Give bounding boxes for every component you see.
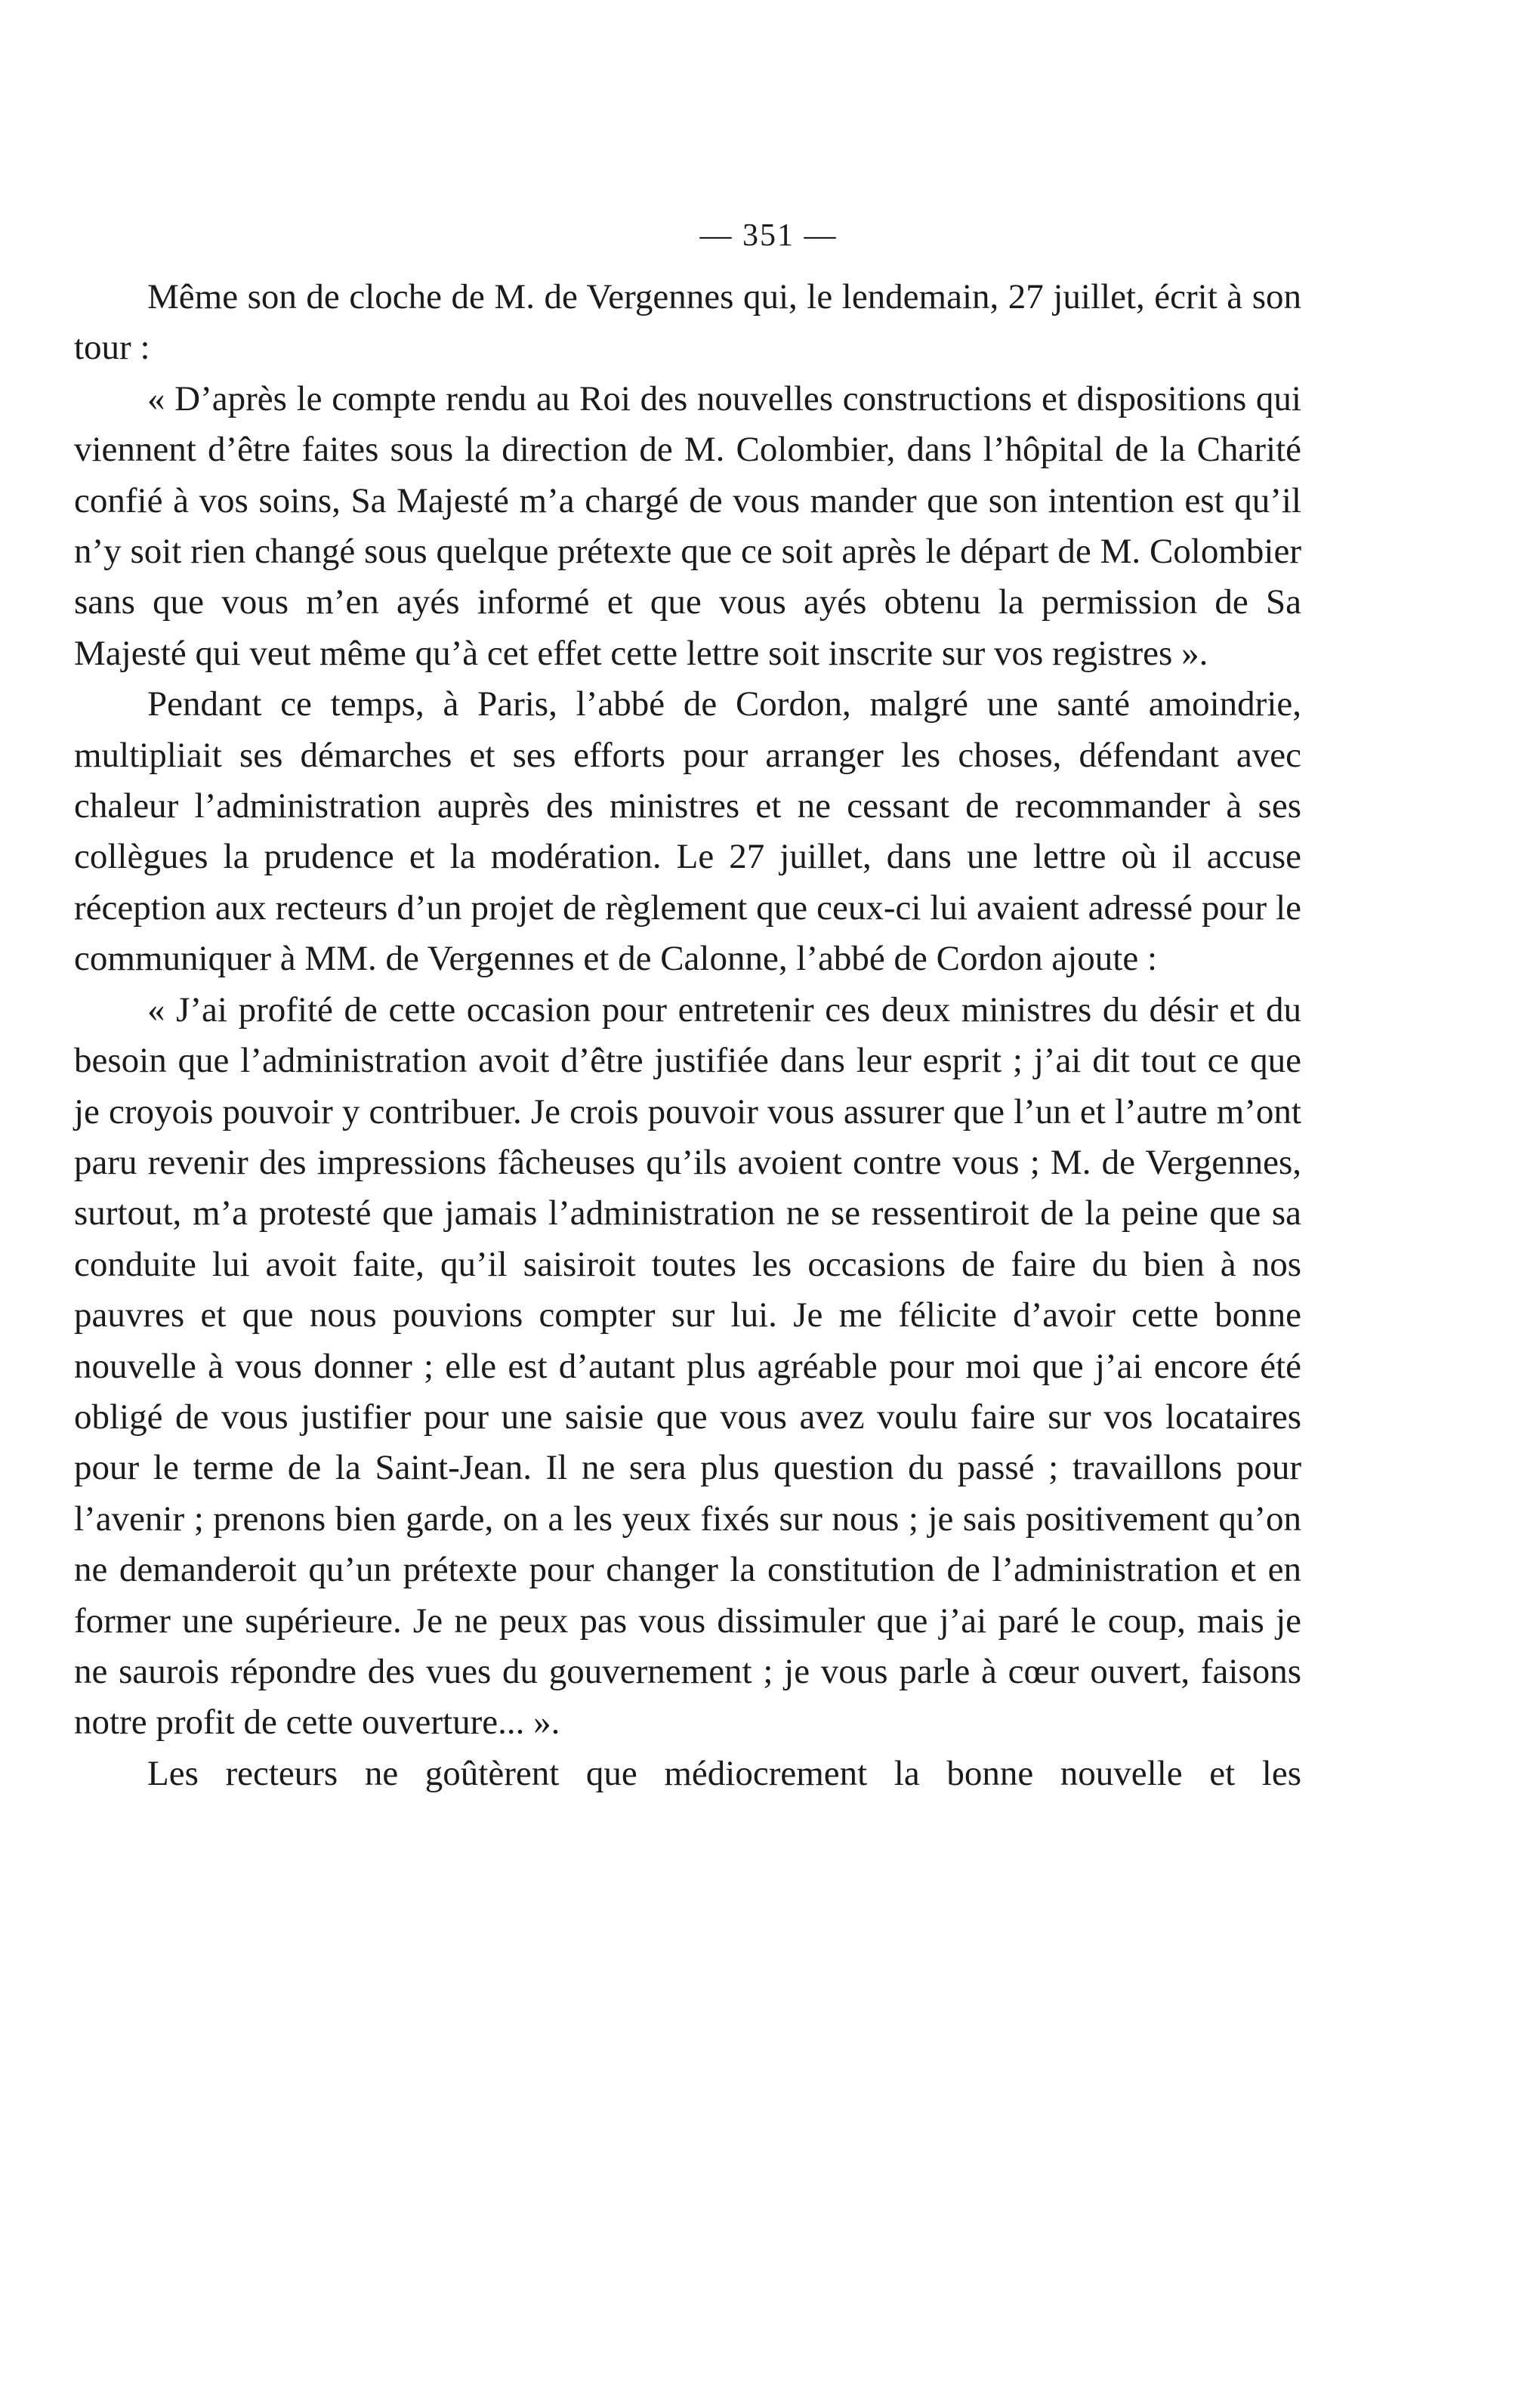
paragraph: « D’après le compte rendu au Roi des nouvelles constructions et dispositions qui viennent d’être faites sous la direction de M. Colombier, dans l’hôpital de la Charité confié à vos soins, Sa Majesté m’a chargé de vous mander que son intention est qu’il n’y soit rien changé sous quelque prétexte que ce soit après le départ de M. Colombier sans que vous m’en ayés informé et que vous ayés obtenu la permission de Sa Majesté qui veut même qu’à cet effet cette lettre soit inscrite sur vos registres ». <box>74 378 1301 673</box>
paragraph: Même son de cloche de M. de Vergennes qui, le lendemain, 27 juillet, écrit à son tour : <box>74 277 1301 368</box>
paragraph: Les recteurs ne goûtèrent que médiocrement la bonne nouvelle et les <box>147 1753 1301 1793</box>
paragraph: « J’ai profité de cette occasion pour entretenir ces deux ministres du désir et du besoin que l’administration avoit d’être justifiée dans leur esprit ; j’ai dit tout ce que je croyois pouvoir y contribuer. Je crois pouvoir vous assurer que l’un et l’autre m’ont paru revenir des impressions fâcheuses qu’ils avoient contre vous ; M. de Vergennes, surtout, m’a protesté que jamais l’administration ne se ressentiroit de la peine que sa conduite lui avoit faite, qu’il saisiroit toutes les occasions de faire du bien à nos pauvres et que nous pouvions compter sur lui. Je me félicite d’avoir cette bonne nouvelle à vous donner ; elle est d’autant plus agréable pour moi que j’ai encore été obligé de vous justifier pour une saisie que vous avez voulu faire sur vos locataires pour le terme de la Saint-Jean. Il ne sera plus question du passé ; travaillons pour l’avenir ; prenons bien garde, on a les yeux fixés sur nous ; je sais positivement qu’on ne demanderoit qu’un prétexte pour changer la constitution de l’administration et en former une supérieure. Je ne peux pas vous dissimuler que j’ai paré le coup, mais je ne saurois répondre des vues du gouvernement ; je vous parle à cœur ouvert, faisons notre profit de cette ouverture... ». <box>74 989 1301 1743</box>
body-text <box>74 272 1301 1799</box>
page-number: — 351 — <box>699 218 838 253</box>
paragraph: Pendant ce temps, à Paris, l’abbé de Cordon, malgré une santé amoindrie, multipliait ses démarches et ses efforts pour arranger les choses, défendant avec chaleur l’administration auprès des ministres et ne cessant de recommander à ses collègues la prudence et la modération. Le 27 juillet, dans une lettre où il accuse réception aux recteurs d’un projet de règlement que ceux-ci lui avaient adressé pour le communiquer à MM. de Vergennes et de Calonne, l’abbé de Cordon ajoute : <box>74 684 1301 979</box>
